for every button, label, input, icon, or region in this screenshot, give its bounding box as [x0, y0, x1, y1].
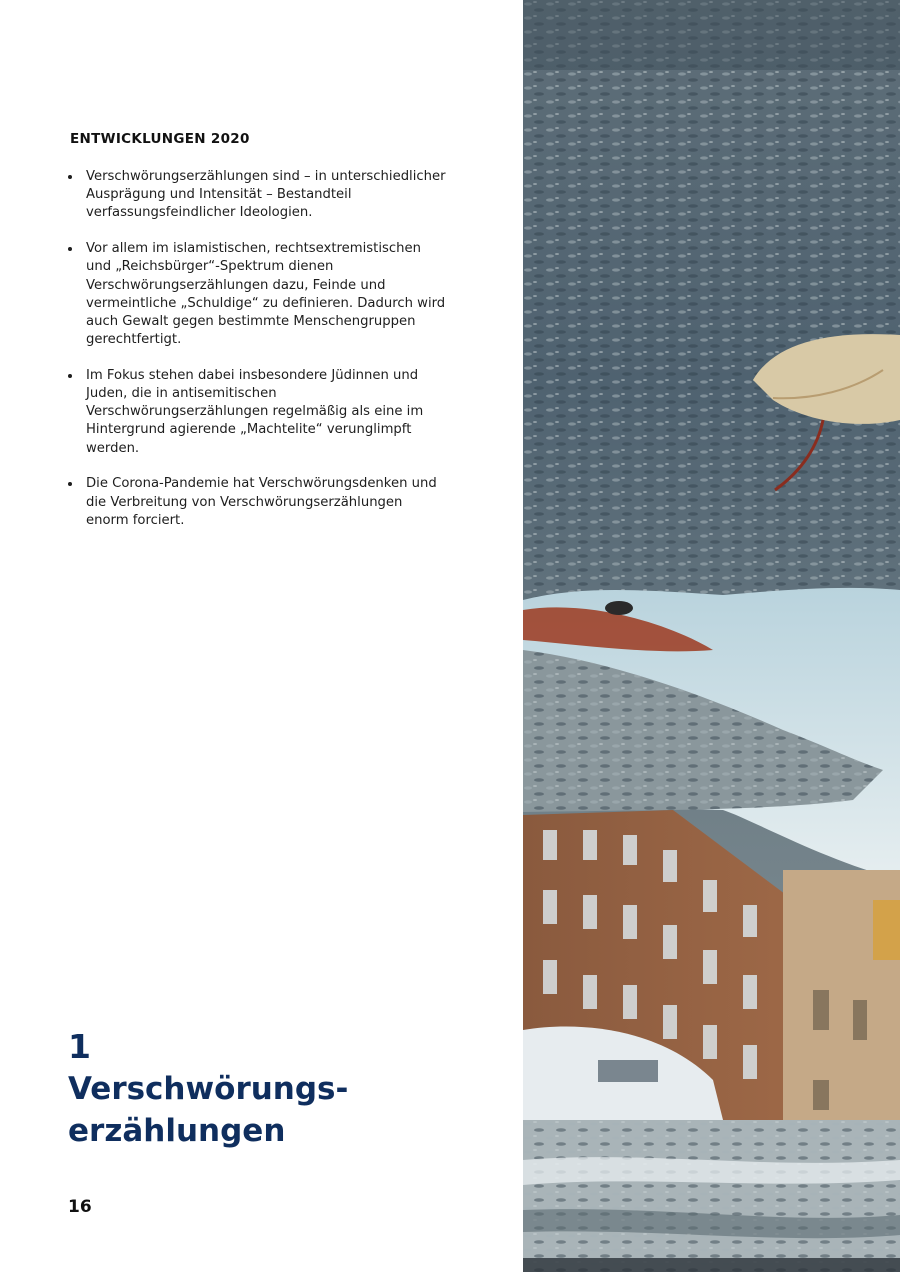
bullet-item — [68, 475, 448, 530]
chapter-title-line-2: erzählungen — [68, 1113, 286, 1149]
page-number: 16 — [68, 1197, 92, 1217]
bullet-list — [68, 168, 448, 547]
bullet-item — [68, 367, 448, 458]
puddle-reflection-photo — [523, 0, 900, 1272]
bullet-text: Verschwörungserzählungen sind – in unterschiedlicher Ausprägung und Intensität – Bestandteil verfassungsfeindlicher Ideologien. — [86, 169, 446, 221]
bullet-icon — [68, 374, 72, 378]
bullet-item — [68, 168, 448, 223]
text-column — [68, 0, 508, 1272]
bullet-icon — [68, 247, 72, 251]
bullet-item — [68, 240, 448, 349]
chapter-title-line-1: Verschwörungs- — [68, 1071, 349, 1107]
bullet-text: Vor allem im islamistischen, rechtsextremistischen und „Reichsbürger“-Spektrum dienen Verschwörungserzählungen dazu, Feinde und vermeintliche „Schuldige“ zu definieren. Dadurch wird auch Gewalt gegen bestimmte Menschengruppen gerechtfertigt. — [86, 241, 446, 348]
section-heading: ENTWICKLUNGEN 2020 — [70, 131, 250, 147]
bullet-icon — [68, 175, 72, 179]
bullet-text: Im Fokus stehen dabei insbesondere Jüdinnen und Juden, die in antisemitischen Verschwörungserzählungen regelmäßig als eine im Hintergrund agierende „Machtelite“ verunglimpft werden. — [86, 367, 424, 456]
bullet-text: Die Corona-Pandemie hat Verschwörungsdenken und die Verbreitung von Verschwörungserzählungen enorm forciert. — [86, 476, 437, 528]
chapter-title — [68, 1068, 348, 1152]
bullet-icon — [68, 482, 72, 486]
chapter-number: 1 — [68, 1027, 91, 1066]
photo-illustration — [523, 0, 900, 1272]
